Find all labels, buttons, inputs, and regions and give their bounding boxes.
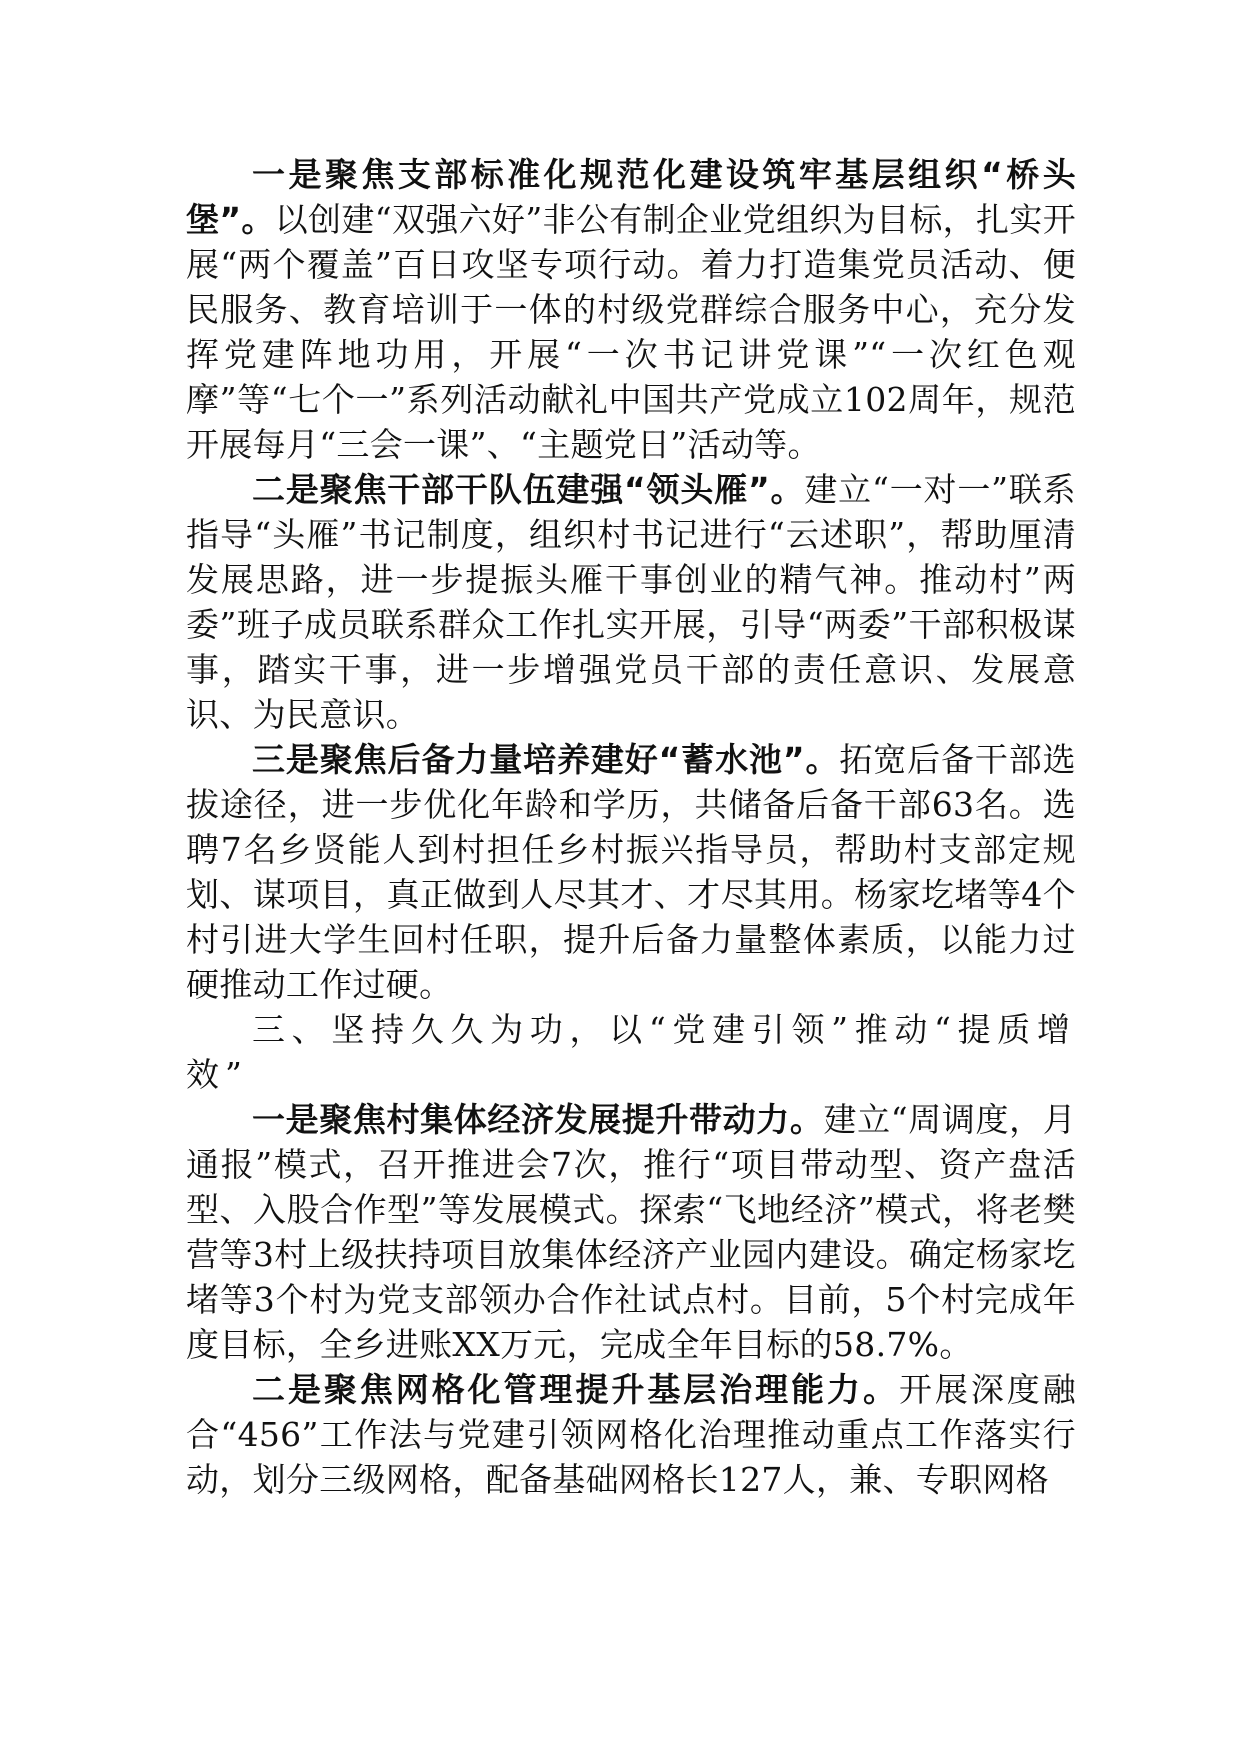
paragraph-lead: 二是聚焦网格化管理提升基层治理能力。	[252, 1370, 899, 1409]
paragraph-text: 建立“一对一”联系指导“头雁”书记制度，组织村书记进行“云述职”，帮助厘清发展思路，进一步提振头雁干事创业的精气神。推动村”两委”班子成员联系群众工作扎实开展，引导“两委”干部积极谋事，踏实干事，进一步增强党员干部的责任意识、发展意识、为民意识。	[186, 470, 1076, 734]
paragraph-text: 拓宽后备干部选拔途径，进一步优化年龄和学历，共储备后备干部63名。选聘7名乡贤能人到村担任乡村振兴指导员，帮助村支部定规划、谋项目，真正做到人尽其才、才尽其用。杨家圪堵等4个村引进大学生回村任职，提升后备力量整体素质，以能力过硬推动工作过硬。	[186, 740, 1076, 1004]
paragraph-text: 以创建“双强六好”非公有制企业党组织为目标，扎实开展“两个覆盖”百日攻坚专项行动。着力打造集党员活动、便民服务、教育培训于一体的村级党群综合服务中心，充分发挥党建阵地功用，开展“一次书记讲党课”“一次红色观摩”等“七个一”系列活动献礼中国共产党成立102周年，规范开展每月“三会一课”、“主题党日”活动等。	[186, 200, 1076, 464]
paragraph-reserve-force	[186, 737, 1076, 1007]
paragraph-cadre-team	[186, 467, 1076, 737]
paragraph-lead: 三是聚焦后备力量培养建好“蓄水池”。	[252, 740, 840, 779]
paragraph-grid-management	[186, 1367, 1076, 1502]
paragraph-text: 开展深度融合“456”工作法与党建引领网格化治理推动重点工作落实行动，划分三级网格，配备基础网格长127人，兼、专职网格	[186, 1370, 1076, 1499]
paragraph-lead: 一是聚焦村集体经济发展提升带动力。	[252, 1100, 824, 1139]
paragraph-text: 建立“周调度，月通报”模式，召开推进会7次，推行“项目带动型、资产盘活型、入股合作型”等发展模式。探索“飞地经济”模式，将老樊营等3村上级扶持项目放集体经济产业园内建设。确定杨家圪堵等3个村为党支部领办合作社试点村。目前，5个村完成年度目标，全乡进账XX万元，完成全年目标的58.7%。	[186, 1100, 1076, 1364]
paragraph-branch-standardization	[186, 152, 1076, 467]
paragraph-collective-economy	[186, 1097, 1076, 1367]
document-body	[186, 152, 1076, 1502]
paragraph-lead: 一是聚焦支部标准化规范化建设筑牢基层组织“桥头堡”。	[186, 155, 1076, 239]
section-heading: 三、坚持久久为功，以“党建引领”推动“提质增效”	[186, 1010, 1076, 1094]
paragraph-lead: 二是聚焦干部干队伍建强“领头雁”。	[252, 470, 805, 509]
